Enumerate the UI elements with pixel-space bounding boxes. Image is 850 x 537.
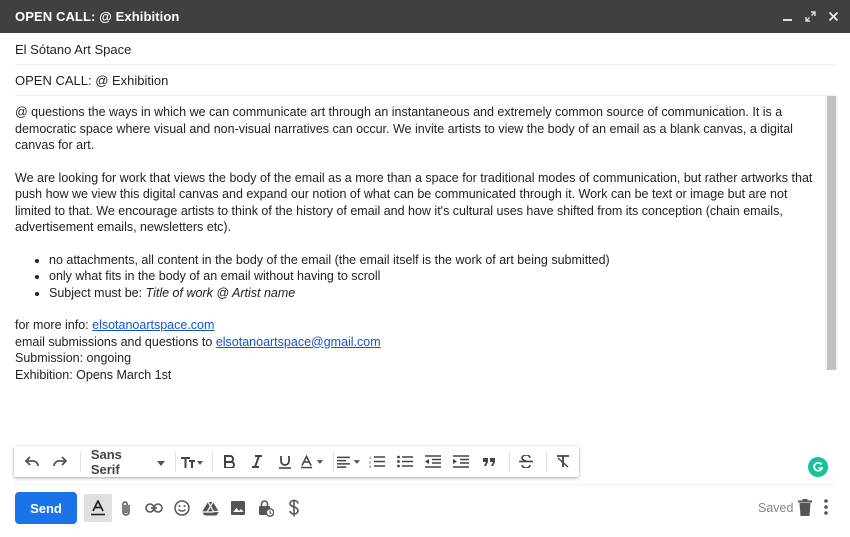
font-family-value: Sans Serif xyxy=(90,446,122,477)
bulleted-list-icon[interactable] xyxy=(393,450,417,474)
minimize-icon[interactable] xyxy=(781,10,794,23)
body-paragraph-2: We are looking for work that views the body of the email as a more than a space for traditional modes of communication, but rather artworks that push how we view this digital canvas and expand our notion of what can be communicated through it. Work can be text or image but are not limited to that. We encourage artists to think of the history of email and how it's cultural uses have shifted from its conception (chain emails, advertisement emails, newsletters etc). xyxy=(15,170,813,234)
expand-icon[interactable] xyxy=(804,10,817,23)
svg-text:3: 3 xyxy=(369,464,372,468)
insert-link-icon[interactable] xyxy=(140,494,168,522)
email-line xyxy=(15,334,823,351)
subject-value: OPEN CALL: @ Exhibition xyxy=(15,72,169,88)
svg-text:1: 1 xyxy=(369,455,372,460)
compose-title-bar[interactable] xyxy=(0,0,850,33)
text-color-icon[interactable] xyxy=(301,450,325,474)
close-icon[interactable] xyxy=(827,10,840,23)
list-item: • only what fits in the body of an email without having to scroll xyxy=(49,268,823,285)
body-paragraph-1: @ questions the ways in which we can communicate art through an instantaneous and extremely common source of communication. It is a democratic space where visual and non-visual narratives can occur. We invite artists to view the body of an email as a blank canvas, a digital canvas for art. xyxy=(15,105,793,152)
saved-status: Saved xyxy=(758,501,794,515)
attach-icon[interactable] xyxy=(112,494,140,522)
requirements-list xyxy=(49,252,823,302)
drive-icon[interactable] xyxy=(196,494,224,522)
subject-field[interactable] xyxy=(15,65,835,96)
info-prefix: for more info: xyxy=(15,318,93,332)
toolbar-divider xyxy=(175,452,176,472)
formatting-options-icon[interactable] xyxy=(84,494,112,522)
numbered-list-icon[interactable] xyxy=(365,450,389,474)
bullet-prefix: Subject must be: xyxy=(49,285,146,300)
indent-less-icon[interactable] xyxy=(421,450,445,474)
subject-format: Title of work @ Artist name xyxy=(145,285,296,300)
discard-draft-icon[interactable] xyxy=(798,499,814,517)
list-item: • no attachments, all content in the body of the email (the email itself is the work of art being submitted) xyxy=(49,252,823,269)
emoji-icon[interactable] xyxy=(168,494,196,522)
footer-divider xyxy=(15,484,835,485)
toolbar-divider xyxy=(212,452,213,472)
window-controls xyxy=(781,0,840,33)
svg-text:2: 2 xyxy=(369,459,372,465)
align-icon[interactable] xyxy=(337,450,361,474)
more-options-icon[interactable] xyxy=(824,499,836,517)
grammarly-icon[interactable] xyxy=(808,457,828,477)
info-line xyxy=(15,317,823,334)
exhibition-line: Exhibition: Opens March 1st xyxy=(15,367,172,382)
formatting-toolbar xyxy=(14,446,579,477)
redo-icon[interactable] xyxy=(48,450,72,474)
quote-icon[interactable] xyxy=(477,450,501,474)
window-title: OPEN CALL: @ Exhibition xyxy=(15,9,180,24)
underline-icon[interactable] xyxy=(273,450,297,474)
confidential-mode-icon[interactable] xyxy=(252,494,280,522)
recipients-field[interactable] xyxy=(15,34,835,65)
bold-icon[interactable] xyxy=(217,450,241,474)
strikethrough-icon[interactable] xyxy=(514,450,538,474)
italic-icon[interactable] xyxy=(245,450,269,474)
toolbar-divider xyxy=(546,452,547,472)
message-body[interactable] xyxy=(15,104,823,383)
remove-formatting-icon[interactable] xyxy=(551,450,575,474)
website-link[interactable]: elsotanoartspace.com xyxy=(92,318,215,332)
submission-line: Submission: ongoing xyxy=(15,351,132,365)
font-family-select[interactable] xyxy=(91,447,165,477)
insert-photo-icon[interactable] xyxy=(224,494,252,522)
indent-more-icon[interactable] xyxy=(449,450,473,474)
dollar-icon[interactable] xyxy=(280,494,308,522)
bottom-toolbar xyxy=(84,494,308,522)
toolbar-divider xyxy=(80,452,81,472)
list-item xyxy=(49,285,823,302)
scrollbar-thumb[interactable] xyxy=(827,96,836,370)
toolbar-divider xyxy=(333,452,334,472)
toolbar-divider xyxy=(509,452,510,472)
email-prefix: email submissions and questions to xyxy=(15,334,216,349)
email-link[interactable]: elsotanoartspace@gmail.com xyxy=(215,334,381,349)
undo-icon[interactable] xyxy=(20,450,44,474)
chevron-down-icon xyxy=(157,454,165,469)
send-button[interactable]: Send xyxy=(15,492,77,524)
font-size-icon[interactable] xyxy=(180,450,204,474)
recipients-value: El Sótano Art Space xyxy=(15,41,132,57)
